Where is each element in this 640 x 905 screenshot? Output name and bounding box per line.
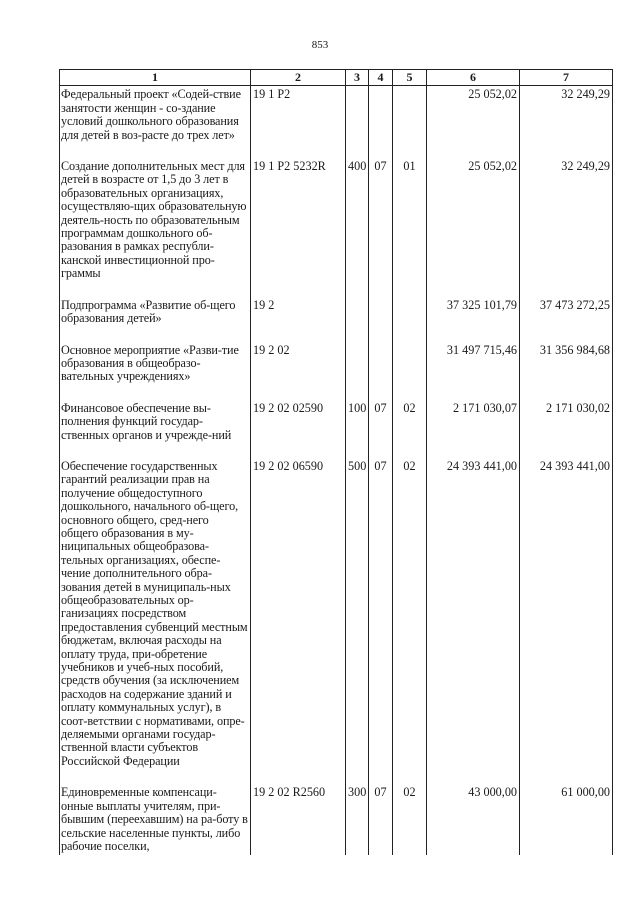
row-spacer (60, 283, 613, 297)
col-header-6: 6 (427, 70, 520, 86)
row-code: 19 2 02 06590 (251, 458, 346, 770)
row-v7: 32 249,29 (520, 158, 613, 283)
row-c5 (393, 297, 427, 328)
col-header-3: 3 (346, 70, 369, 86)
row-c3 (346, 297, 369, 328)
row-code: 19 2 02 (251, 342, 346, 386)
row-c4 (369, 86, 393, 144)
row-name: Единовременные компенсаци-онные выплаты учителям, при-бывшим (переехавшим) на ра-боту в сельские населенные пункты, либо рабочие поселки, (60, 784, 251, 855)
row-c5: 02 (393, 458, 427, 770)
table-row (60, 458, 613, 770)
page-number: 853 (311, 39, 329, 51)
row-v7: 31 356 984,68 (520, 342, 613, 386)
row-name: Основное мероприятие «Разви-тие образования в общеобразо-вательных учреждениях» (60, 342, 251, 386)
row-v7: 32 249,29 (520, 86, 613, 144)
row-code: 19 1 P2 5232R (251, 158, 346, 283)
budget-table (59, 69, 613, 855)
row-code: 19 2 02 02590 (251, 400, 346, 444)
header-row (60, 70, 613, 86)
row-v6: 25 052,02 (427, 86, 520, 144)
col-header-5: 5 (393, 70, 427, 86)
col-header-2: 2 (251, 70, 346, 86)
row-v7: 37 473 272,25 (520, 297, 613, 328)
row-c4: 07 (369, 400, 393, 444)
row-name: Обеспечение государственных гарантий реализации прав на получение общедоступного дошкольного, начального об-щего, основного общего, сред-него общего образования в му-ниципальных общеобразова-тельных организациях, обеспе-чение дополнительного обра-зования детей в муниципаль-ных общеобразовательных ор-ганизациях посредством предоставления субвенций местным бюджетам, включая расходы на оплату труда, при-обретение учебников и учеб-ных пособий, средств обучения (за исключением расходов на содержание зданий и оплату коммунальных услуг), в соот-ветствии с нормативами, опре-деляемыми органами государ-ственной власти субъектов Российской Федерации (60, 458, 251, 770)
row-name: Подпрограмма «Развитие об-щего образования детей» (60, 297, 251, 328)
table-row (60, 158, 613, 283)
row-code: 19 2 (251, 297, 346, 328)
table-row (60, 297, 613, 328)
row-c4 (369, 342, 393, 386)
row-c5: 02 (393, 784, 427, 855)
row-c3: 300 (346, 784, 369, 855)
row-name: Федеральный проект «Содей-ствие занятости женщин - со-здание условий дошкольного образования для детей в воз-расте до трех лет» (60, 86, 251, 144)
col-header-1: 1 (60, 70, 251, 86)
row-c3: 400 (346, 158, 369, 283)
row-c4 (369, 297, 393, 328)
table-row (60, 86, 613, 144)
row-spacer (60, 444, 613, 458)
row-c4: 07 (369, 458, 393, 770)
row-v6: 2 171 030,07 (427, 400, 520, 444)
table-row (60, 784, 613, 855)
row-v6: 37 325 101,79 (427, 297, 520, 328)
row-spacer (60, 144, 613, 158)
row-c5: 01 (393, 158, 427, 283)
row-v7: 24 393 441,00 (520, 458, 613, 770)
row-v6: 24 393 441,00 (427, 458, 520, 770)
row-name: Создание дополнительных мест для детей в возрасте от 1,5 до 3 лет в образовательных организациях, осуществляю-щих образовательную деятель-ность по образовательным программам дошкольного об-разования в рамках республи-канской инвестиционной про-граммы (60, 158, 251, 283)
row-spacer (60, 328, 613, 342)
row-c4: 07 (369, 158, 393, 283)
row-v6: 31 497 715,46 (427, 342, 520, 386)
table-row (60, 400, 613, 444)
row-code: 19 2 02 R2560 (251, 784, 346, 855)
row-c3 (346, 86, 369, 144)
row-v7: 61 000,00 (520, 784, 613, 855)
row-c3: 500 (346, 458, 369, 770)
row-name: Финансовое обеспечение вы-полнения функций государ-ственных органов и учрежде-ний (60, 400, 251, 444)
row-code: 19 1 P2 (251, 86, 346, 144)
row-v6: 25 052,02 (427, 158, 520, 283)
table-row (60, 342, 613, 386)
row-v7: 2 171 030,02 (520, 400, 613, 444)
row-spacer (60, 386, 613, 400)
row-v6: 43 000,00 (427, 784, 520, 855)
row-c4: 07 (369, 784, 393, 855)
row-spacer (60, 770, 613, 784)
row-c5 (393, 342, 427, 386)
col-header-7: 7 (520, 70, 613, 86)
row-c5 (393, 86, 427, 144)
row-c5: 02 (393, 400, 427, 444)
col-header-4: 4 (369, 70, 393, 86)
row-c3: 100 (346, 400, 369, 444)
row-c3 (346, 342, 369, 386)
